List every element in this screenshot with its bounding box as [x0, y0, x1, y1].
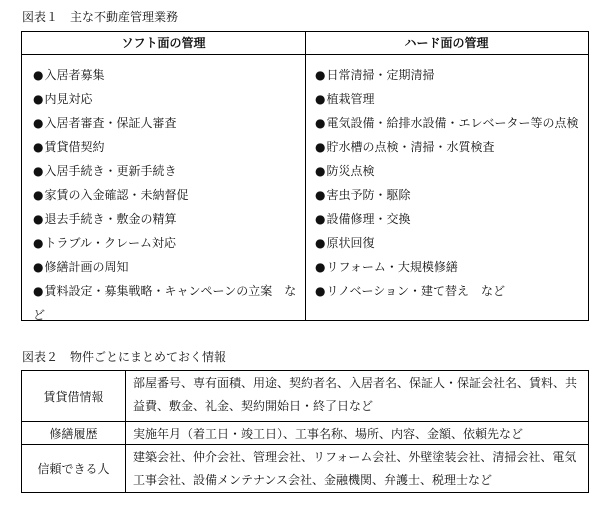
soft-management-header: ソフト面の管理	[22, 32, 305, 55]
list-item-text: 原状回復	[326, 236, 375, 250]
property-info-table	[21, 370, 589, 493]
list-item-text: 害虫予防・駆除	[326, 188, 411, 202]
bullet-icon: ●	[33, 212, 44, 226]
row-label: 信頼できる人	[37, 462, 110, 476]
list-item	[33, 279, 299, 327]
list-item-text: 入居手続き・更新手続き	[44, 164, 177, 178]
list-item-text: 賃貸借契約	[44, 140, 105, 154]
table-row	[22, 371, 588, 422]
bullet-icon: ●	[33, 236, 44, 250]
list-item-text: 賃料設定・募集戦略・キャンペーンの立案 など	[33, 284, 297, 322]
list-item-text: 入居者募集	[44, 68, 105, 82]
row-label: 修繕履歴	[49, 426, 98, 441]
list-item-text: 防災点検	[326, 164, 375, 178]
bullet-icon: ●	[315, 236, 326, 250]
list-item	[315, 279, 583, 303]
list-item-text: リフォーム・大規模修繕	[326, 260, 458, 274]
column-divider	[125, 371, 126, 492]
list-item-text: トラブル・クレーム対応	[44, 236, 177, 250]
bullet-icon: ●	[315, 212, 326, 226]
list-item	[33, 87, 299, 111]
row-content: 実施年月（着工日・竣工日）、工事名称、場所、内容、金額、依頼先など	[133, 427, 524, 441]
list-item-text: 退去手続き・敷金の精算	[44, 212, 177, 226]
bullet-icon: ●	[315, 260, 326, 274]
bullet-icon: ●	[33, 188, 44, 202]
figure1-caption: 図表１ 主な不動産管理業務	[22, 10, 179, 24]
bullet-icon: ●	[315, 140, 326, 154]
list-item	[33, 207, 299, 231]
table-row	[22, 445, 588, 492]
list-item	[33, 111, 299, 135]
hard-management-list	[315, 63, 583, 303]
list-item	[33, 63, 299, 87]
row-content: 建築会社、仲介会社、管理会社、リフォーム会社、外壁塗装会社、清掃会社、電気工事会社、設備メンテナンス会社、金融機関、弁護士、税理士など	[133, 450, 577, 487]
list-item-text: 修繕計画の周知	[44, 260, 129, 274]
list-item-text: 設備修理・交換	[326, 212, 411, 226]
list-item	[33, 231, 299, 255]
list-item-text: 内見対応	[44, 92, 93, 106]
bullet-icon: ●	[315, 68, 326, 82]
list-item	[315, 87, 583, 111]
list-item	[315, 207, 583, 231]
list-item	[33, 159, 299, 183]
list-item	[315, 63, 583, 87]
list-item-text: 植栽管理	[326, 92, 375, 106]
bullet-icon: ●	[33, 140, 44, 154]
list-item	[315, 159, 583, 183]
bullet-icon: ●	[315, 284, 326, 298]
bullet-icon: ●	[315, 164, 326, 178]
bullet-icon: ●	[315, 116, 326, 130]
column-divider	[305, 32, 306, 320]
management-tasks-table	[21, 31, 589, 321]
bullet-icon: ●	[315, 92, 326, 106]
bullet-icon: ●	[315, 188, 326, 202]
list-item	[33, 255, 299, 279]
table-row	[22, 422, 588, 445]
soft-management-list	[33, 63, 299, 327]
row-label: 賃貸借情報	[43, 389, 104, 404]
bullet-icon: ●	[33, 284, 44, 298]
list-item	[315, 255, 583, 279]
bullet-icon: ●	[33, 260, 44, 274]
list-item	[315, 183, 583, 207]
list-item-text: リノベーション・建て替え など	[326, 284, 506, 298]
list-item	[315, 231, 583, 255]
bullet-icon: ●	[33, 164, 44, 178]
list-item	[315, 135, 583, 159]
list-item-text: 貯水槽の点検・清掃・水質検査	[326, 140, 495, 154]
list-item-text: 日常清掃・定期清掃	[326, 68, 435, 82]
list-item	[315, 111, 583, 135]
list-item	[33, 183, 299, 207]
row-content: 部屋番号、専有面積、用途、契約者名、入居者名、保証人・保証会社名、賃料、共益費、敷金、礼金、契約開始日・終了日など	[133, 376, 578, 413]
list-item-text: 家賃の入金確認・未納督促	[44, 188, 189, 202]
bullet-icon: ●	[33, 92, 44, 106]
hard-management-header: ハード面の管理	[305, 32, 588, 55]
list-item-text: 入居者審査・保証人審査	[44, 116, 177, 130]
list-item-text: 電気設備・給排水設備・エレベーター等の点検	[326, 116, 579, 130]
list-item	[33, 135, 299, 159]
bullet-icon: ●	[33, 116, 44, 130]
bullet-icon: ●	[33, 68, 44, 82]
figure2-caption: 図表２ 物件ごとにまとめておく情報	[22, 350, 227, 364]
